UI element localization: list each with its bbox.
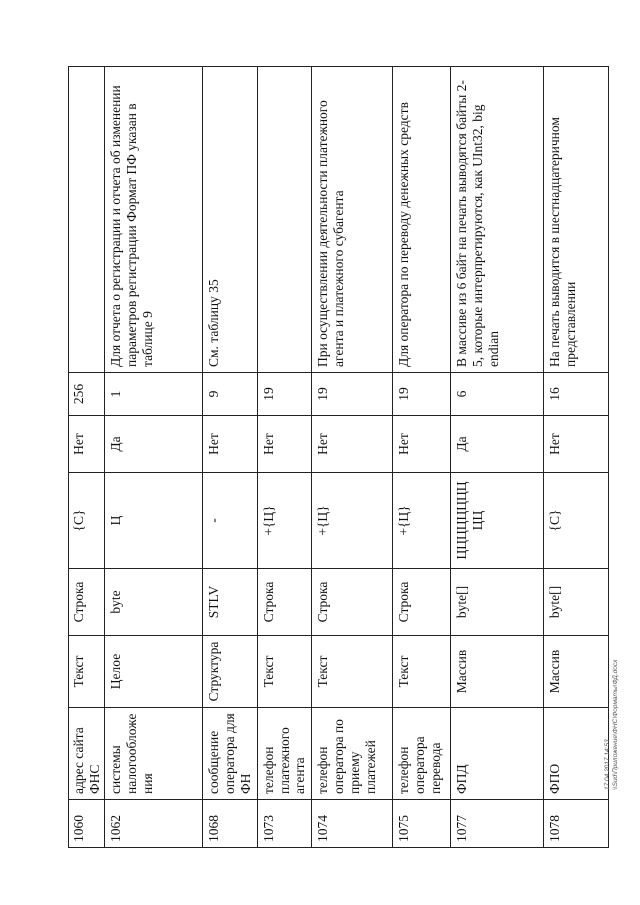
cell-fixed: Да (104, 416, 202, 473)
cell-note (257, 67, 312, 373)
tag-format-table (68, 66, 609, 848)
cell-fixed: Нет (312, 416, 393, 473)
cell-format: byte[] (544, 569, 609, 636)
cell-name: адрес сайта ФНС (69, 708, 105, 800)
cell-format: byte (104, 569, 202, 636)
cell-note: Для оператора по переводу денежных средств (393, 67, 451, 373)
cell-note: См. таблицу 35 (202, 67, 257, 373)
cell-print-form: +{Ц} (257, 473, 312, 569)
cell-note: При осуществлении деятельности платежного агента и платежного субагента (312, 67, 393, 373)
cell-length: 6 (451, 373, 544, 416)
cell-fixed: Нет (544, 416, 609, 473)
cell-print-form: {С} (69, 473, 105, 569)
cell-type: Текст (69, 636, 105, 708)
cell-fixed: Нет (202, 416, 257, 473)
cell-type: Массив (544, 636, 609, 708)
cell-note: На печать выводится в шестнадцатеричном представлении (544, 67, 609, 373)
cell-tag: 1074 (312, 800, 393, 848)
table-row-1060 (69, 67, 105, 848)
cell-tag: 1060 (69, 800, 105, 848)
cell-format: STLV (202, 569, 257, 636)
cell-type: Текст (312, 636, 393, 708)
cell-note (69, 67, 105, 373)
cell-fixed: Нет (69, 416, 105, 473)
table-body (69, 67, 609, 848)
table-row-1074 (312, 67, 393, 848)
cell-fixed: Нет (257, 416, 312, 473)
cell-tag: 1062 (104, 800, 202, 848)
cell-name: телефон оператора перевода (393, 708, 451, 800)
cell-name: сообщение оператора для ФН (202, 708, 257, 800)
cell-format: Строка (393, 569, 451, 636)
cell-length: 16 (544, 373, 609, 416)
table-row-1078 (544, 67, 609, 848)
cell-print-form: ЦЦЦЦЦЦЦЦЦЦ (451, 473, 544, 569)
cell-print-form: {С} (544, 473, 609, 569)
cell-format: byte[] (451, 569, 544, 636)
cell-tag: 1077 (451, 800, 544, 848)
cell-print-form: +{Ц} (393, 473, 451, 569)
table-row-1062 (104, 67, 202, 848)
cell-tag: 1078 (544, 800, 609, 848)
cell-length: 1 (104, 373, 202, 416)
cell-type: Структура (202, 636, 257, 708)
table-row-1073 (257, 67, 312, 848)
cell-type: Текст (393, 636, 451, 708)
rotated-table-frame (68, 67, 579, 848)
cell-tag: 1075 (393, 800, 451, 848)
cell-length: 256 (69, 373, 105, 416)
cell-fixed: Нет (393, 416, 451, 473)
cell-format: Строка (69, 569, 105, 636)
cell-print-form: Ц (104, 473, 202, 569)
cell-name: телефон оператора по приему платежей (312, 708, 393, 800)
cell-note: В массиве из 6 байт на печать выводятся байты 2-5, которые интерпретируются, как UInt32, big endian (451, 67, 544, 373)
cell-length: 19 (312, 373, 393, 416)
cell-length: 19 (393, 373, 451, 416)
cell-name: ФПО (544, 708, 609, 800)
cell-format: Строка (257, 569, 312, 636)
cell-print-form: +{Ц} (312, 473, 393, 569)
cell-format: Строка (312, 569, 393, 636)
cell-type: Массив (451, 636, 544, 708)
cell-length: 19 (257, 373, 312, 416)
table-row-1068 (202, 67, 257, 848)
cell-name: системы налогообложения (104, 708, 202, 800)
cell-tag: 1073 (257, 800, 312, 848)
cell-fixed: Да (451, 416, 544, 473)
table-row-1077 (451, 67, 544, 848)
file-path-stamp (604, 660, 620, 790)
cell-length: 9 (202, 373, 257, 416)
cell-type: Целое (104, 636, 202, 708)
stamp-path: \\Sud\Приложение\ФНС\Форматы\ФД.docx (611, 659, 619, 790)
table-row-1075 (393, 67, 451, 848)
cell-print-form: - (202, 473, 257, 569)
cell-note: Для отчета о регистрации и отчета об изменении параметров регистрации Формат ПФ указан в таблице 9 (104, 67, 202, 373)
cell-tag: 1068 (202, 800, 257, 848)
cell-type: Текст (257, 636, 312, 708)
cell-name: телефон платежного агента (257, 708, 312, 800)
stamp-date: 17.04.2017 14:53 (604, 739, 611, 790)
cell-name: ФПД (451, 708, 544, 800)
